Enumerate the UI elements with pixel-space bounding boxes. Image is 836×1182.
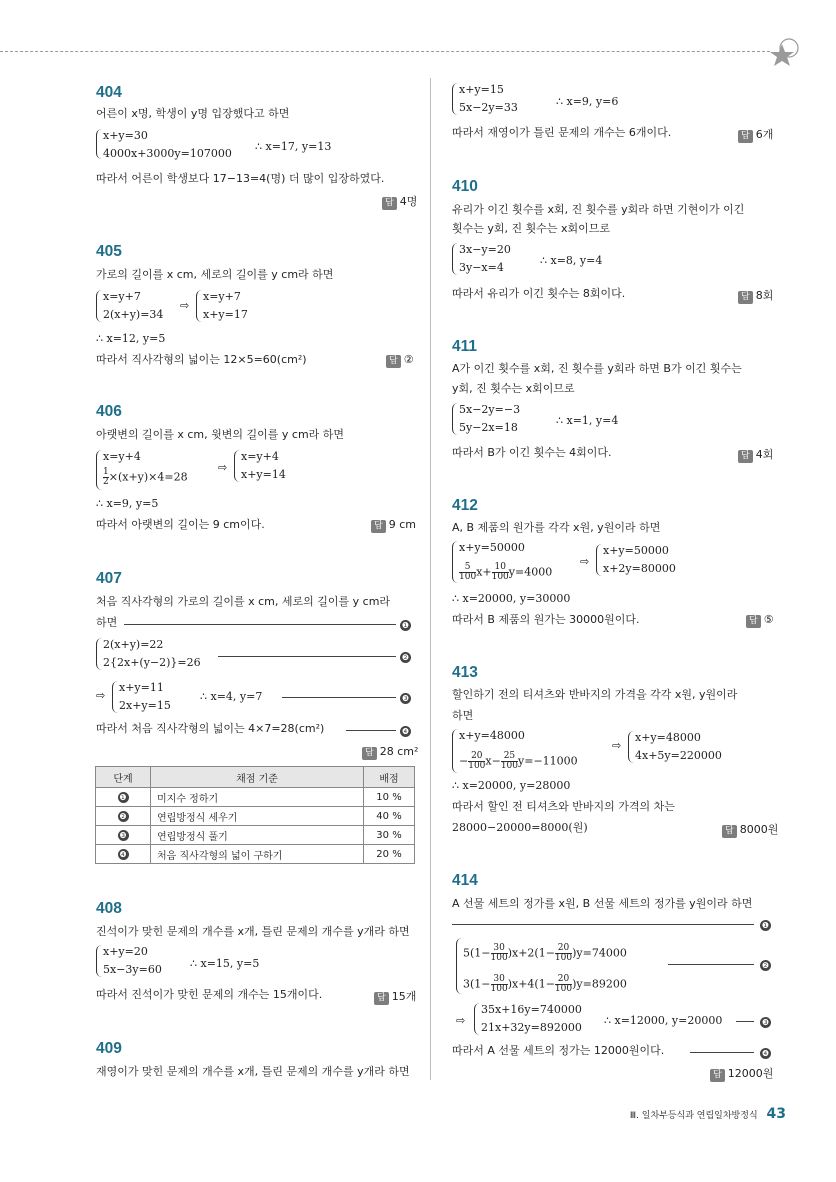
solution: ∴ x=12000, y=20000 [604, 1014, 723, 1027]
brace [96, 638, 102, 670]
step-marker: ❶ [761, 921, 770, 930]
answer-value: 8000원 [739, 823, 779, 836]
table-row [96, 826, 415, 845]
equation: x=y+4 [103, 450, 141, 463]
equation: x+2y=80000 [603, 562, 676, 575]
equation: x=y+7 [103, 290, 141, 303]
table-header: 채점 기준 [151, 767, 364, 788]
equation: 5(1− $\frac{30}{100}$ )x+2(1− $\frac{20}{100}$ )y=74000 [463, 943, 627, 963]
equation: x+y=15 [459, 83, 504, 96]
page-number: 43 [766, 1106, 786, 1122]
star-icon [768, 36, 802, 70]
arrow-icon: ⇨ [218, 461, 228, 474]
step-marker: ❷ [761, 961, 770, 970]
problem-number: 409 [96, 1040, 122, 1057]
text-line: 아랫변의 길이를 x cm, 윗변의 길이를 y cm라 하면 [96, 428, 345, 441]
brace [452, 541, 458, 583]
text-line: 진석이가 맞힌 문제의 개수를 x개, 틀린 문제의 개수를 y개라 하면 [96, 925, 410, 938]
answer-badge: 답 [374, 992, 389, 1005]
brace [96, 129, 102, 159]
leader-line [282, 697, 396, 698]
text-line: 28000−20000=8000(원) [452, 821, 588, 834]
solution: ∴ x=20000, y=30000 [452, 592, 571, 605]
brace [234, 450, 240, 482]
leader-line [736, 1021, 754, 1022]
problem-number: 408 [96, 900, 122, 917]
solution: ∴ x=4, y=7 [200, 690, 263, 703]
table-cell: ❸ [96, 826, 151, 845]
text-line: 따라서 B가 이긴 횟수는 4회이다. [452, 446, 612, 459]
equation: x+y=11 [119, 681, 164, 694]
answer-badge: 답 [362, 747, 377, 760]
step-marker: ❸ [401, 694, 410, 703]
answer-value: 4회 [755, 448, 774, 461]
table-row [96, 788, 415, 807]
equation: − $\frac{20}{100}$ x− $\frac{25}{100}$ y=−11000 [459, 751, 578, 771]
text-line: A 선물 세트의 정가를 x원, B 선물 세트의 정가를 y원이라 하면 [452, 897, 753, 910]
answer-badge: 답 [722, 825, 737, 838]
answer-value: ② [403, 353, 414, 366]
chapter-title: Ⅲ. 일차부등식과 연립일차방정식 [629, 1111, 758, 1121]
table-header-row [96, 767, 415, 788]
equation: 3y−x=4 [459, 261, 504, 274]
table-cell: 20 % [364, 845, 415, 864]
text-line: A, B 제품의 원가를 각각 x원, y원이라 하면 [452, 521, 661, 534]
equation: 35x+16y=740000 [481, 1003, 582, 1016]
equation: $\frac{1}{2}$ ×(x+y)×4=28 [103, 467, 188, 487]
top-dashed-rule [0, 51, 770, 52]
equation: 2(x+y)=22 [103, 638, 164, 651]
brace [452, 403, 458, 435]
solution: ∴ x=15, y=5 [190, 957, 260, 970]
step-marker: ❶ [401, 621, 410, 630]
table-cell: ❶ [96, 788, 151, 807]
table-row [96, 845, 415, 864]
table-cell: 30 % [364, 826, 415, 845]
brace [112, 681, 118, 713]
answer-badge: 답 [746, 615, 761, 628]
answer-value: 4명 [399, 195, 418, 208]
answer [710, 1065, 773, 1082]
step-marker: ❷ [401, 653, 410, 662]
table-header: 배점 [364, 767, 415, 788]
leader-line [690, 1052, 754, 1053]
problem-number: 406 [96, 403, 122, 420]
table-cell: 10 % [364, 788, 415, 807]
answer [722, 821, 778, 838]
answer [362, 745, 418, 760]
equation: x=y+7 [203, 290, 241, 303]
text-line: 하면 [452, 709, 474, 722]
page-footer [630, 1106, 786, 1122]
answer-value: 8회 [755, 289, 774, 302]
brace [96, 945, 102, 977]
step-marker: ❸ [761, 1018, 770, 1027]
problem-number: 404 [96, 84, 122, 101]
answer-badge: 답 [738, 130, 753, 143]
solution: ∴ x=20000, y=28000 [452, 779, 571, 792]
solution: ∴ x=8, y=4 [540, 254, 603, 267]
equation: 3x−y=20 [459, 243, 511, 256]
text-line: y회, 진 횟수는 x회이므로 [452, 382, 575, 395]
brace [456, 938, 462, 994]
text-line: 따라서 할인 전 티셔츠와 반바지의 가격의 차는 [452, 800, 675, 813]
brace [628, 731, 634, 763]
text-line: 횟수는 y회, 진 횟수는 x회이므로 [452, 222, 611, 235]
answer-value: 6개 [755, 128, 774, 141]
answer-value: ⑤ [763, 613, 774, 626]
equation: 5x−2y=33 [459, 101, 518, 114]
table-cell: 미지수 정하기 [151, 788, 364, 807]
equation: x+y=48000 [459, 729, 525, 742]
grading-table [95, 766, 415, 864]
text-line: 유리가 이긴 횟수를 x회, 진 횟수를 y회라 하면 기현이가 이긴 [452, 203, 745, 216]
step-marker: ❹ [401, 727, 410, 736]
problem-number: 412 [452, 497, 478, 514]
text-line: 할인하기 전의 티셔츠와 반바지의 가격을 각각 x원, y원이라 [452, 688, 738, 701]
equation: x=y+4 [241, 450, 279, 463]
problem-number: 413 [452, 664, 478, 681]
table-cell: ❹ [96, 845, 151, 864]
solution: ∴ x=9, y=6 [556, 95, 619, 108]
arrow-icon: ⇨ [180, 299, 190, 312]
brace [96, 290, 102, 322]
equation: 21x+32y=892000 [481, 1021, 582, 1034]
answer [738, 126, 773, 143]
text-line: 따라서 진석이가 맞힌 문제의 개수는 15개이다. [96, 988, 323, 1001]
brace [196, 290, 202, 322]
step-marker: ❹ [761, 1049, 770, 1058]
answer-value: 12000원 [727, 1067, 774, 1080]
text-line: 따라서 직사각형의 넓이는 12×5=60(cm²) [96, 353, 307, 366]
text-line: 따라서 처음 직사각형의 넓이는 4×7=28(cm²) [96, 722, 325, 735]
brace [474, 1003, 480, 1035]
answer [371, 518, 416, 533]
equation: 5x−2y=−3 [459, 403, 521, 416]
answer-badge: 답 [371, 520, 386, 533]
leader-line [124, 624, 396, 625]
table-cell: 연립방정식 풀기 [151, 826, 364, 845]
problem-number: 407 [96, 570, 122, 587]
column-divider [430, 78, 431, 1080]
problem-number: 405 [96, 243, 122, 260]
table-cell: 연립방정식 세우기 [151, 807, 364, 826]
equation: 4000x+3000y=107000 [103, 147, 232, 160]
leader-line [346, 730, 396, 731]
equation: 4x+5y=220000 [635, 749, 722, 762]
table-header: 단계 [96, 767, 151, 788]
equation: 2x+y=15 [119, 699, 171, 712]
equation: 5y−2x=18 [459, 421, 518, 434]
answer-value: 9 cm [388, 518, 416, 531]
text-line: 따라서 B 제품의 원가는 30000원이다. [452, 613, 640, 626]
answer-badge: 답 [738, 450, 753, 463]
answer-badge: 답 [738, 291, 753, 304]
answer-value: 28 cm² [379, 745, 419, 758]
answer [382, 193, 417, 210]
equation: 2(x+y)=34 [103, 308, 164, 321]
equation: x+y=48000 [635, 731, 701, 744]
brace [96, 450, 102, 490]
arrow-icon: ⇨ [612, 739, 622, 752]
text-line: 따라서 어른이 학생보다 17−13=4(명) 더 많이 입장하였다. [96, 172, 385, 185]
arrow-icon: ⇨ [96, 689, 106, 702]
equation: x+y=17 [203, 308, 248, 321]
answer [374, 988, 416, 1005]
answer-value: 15개 [391, 990, 417, 1003]
text-line: 따라서 재영이가 틀린 문제의 개수는 6개이다. [452, 126, 672, 139]
equation: x+y=50000 [459, 541, 525, 554]
leader-line [452, 924, 754, 925]
arrow-icon: ⇨ [456, 1014, 466, 1027]
leader-line [218, 656, 396, 657]
answer-badge: 답 [386, 355, 401, 368]
text-line: 어른이 x명, 학생이 y명 입장했다고 하면 [96, 107, 290, 120]
answer [746, 613, 774, 628]
equation: 5x−3y=60 [103, 963, 162, 976]
brace [452, 729, 458, 773]
equation: 2{2x+(y−2)}=26 [103, 656, 201, 669]
text-line: 따라서 아랫변의 길이는 9 cm이다. [96, 518, 265, 531]
text-line: 처음 직사각형의 가로의 길이를 x cm, 세로의 길이를 y cm라 [96, 595, 391, 608]
solution: ∴ x=1, y=4 [556, 414, 619, 427]
equation: x+y=14 [241, 468, 286, 481]
solution: ∴ x=12, y=5 [96, 332, 166, 345]
equation: 3(1− $\frac{30}{100}$ )x+4(1− $\frac{20}{100}$ )y=89200 [463, 974, 627, 994]
equation: x+y=50000 [603, 544, 669, 557]
text-line: 재영이가 맞힌 문제의 개수를 x개, 틀린 문제의 개수를 y개라 하면 [96, 1065, 410, 1078]
equation: x+y=30 [103, 129, 148, 142]
table-cell: 40 % [364, 807, 415, 826]
problem-number: 410 [452, 178, 478, 195]
answer [738, 446, 773, 463]
answer-badge: 답 [382, 197, 397, 210]
equation: x+y=20 [103, 945, 148, 958]
table-cell: 처음 직사각형의 넓이 구하기 [151, 845, 364, 864]
problem-number: 414 [452, 872, 478, 889]
arrow-icon: ⇨ [580, 555, 590, 568]
table-row [96, 807, 415, 826]
text-line: A가 이긴 횟수를 x회, 진 횟수를 y회라 하면 B가 이긴 횟수는 [452, 362, 742, 375]
solution: ∴ x=17, y=13 [255, 140, 332, 153]
table-cell: ❷ [96, 807, 151, 826]
answer-badge: 답 [710, 1069, 725, 1082]
text-line: 따라서 유리가 이긴 횟수는 8회이다. [452, 287, 626, 300]
answer [738, 287, 773, 304]
brace [452, 83, 458, 115]
text-line: 가로의 길이를 x cm, 세로의 길이를 y cm라 하면 [96, 268, 334, 281]
text-line: 따라서 A 선물 세트의 정가는 12000원이다. [452, 1044, 665, 1057]
problem-number: 411 [452, 338, 478, 355]
answer [386, 353, 414, 368]
brace [452, 243, 458, 275]
solution: ∴ x=9, y=5 [96, 497, 159, 510]
leader-line [668, 964, 754, 965]
equation: $\frac{5}{100}$ x+ $\frac{10}{100}$ y=4000 [459, 562, 553, 582]
text-line: 하면 [96, 616, 118, 629]
brace [596, 544, 602, 576]
